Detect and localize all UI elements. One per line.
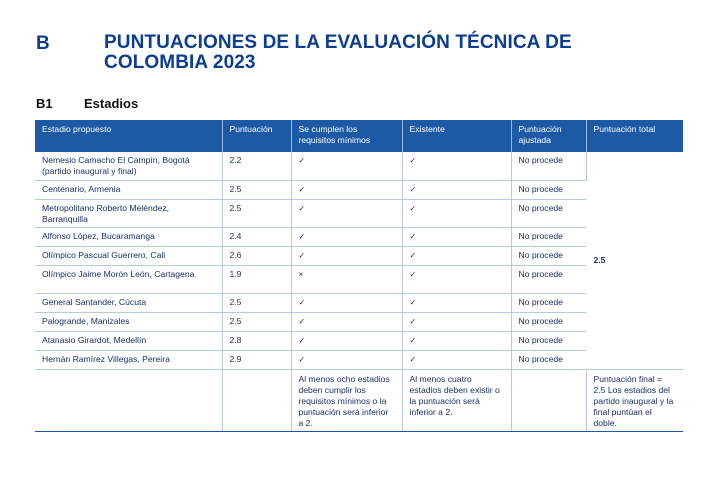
table-row	[35, 312, 683, 331]
existing-check: ✓	[402, 350, 511, 369]
column-header-adjusted: Puntuación ajustada	[511, 120, 586, 152]
existing-check: ✓	[402, 246, 511, 265]
requirements-check: ✓	[291, 199, 402, 227]
existing-check: ✓	[402, 265, 511, 293]
column-header-score: Puntuación	[222, 120, 291, 152]
requirements-check: ✓	[291, 293, 402, 312]
table-row	[35, 180, 683, 199]
page-title: PUNTUACIONES DE LA EVALUACIÓN TÉCNICA DE COLOMBIA 2023	[104, 32, 572, 73]
stadium-scores-table	[35, 120, 683, 432]
notes-empty-cell	[511, 369, 586, 431]
notes-empty-cell	[35, 369, 222, 431]
table-row	[35, 246, 683, 265]
existing-check: ✓	[402, 312, 511, 331]
existing-check: ✓	[402, 293, 511, 312]
table-row	[35, 265, 683, 293]
column-header-requirements: Se cumplen los requisitos mínimos	[291, 120, 402, 152]
requirements-check: ✓	[291, 152, 402, 180]
table-header-row	[35, 120, 683, 152]
stadium-score: 1.9	[222, 265, 291, 293]
stadium-name: Centenario, Armenia	[35, 180, 222, 199]
stadium-name: Atanasio Girardot, Medellín	[35, 331, 222, 350]
adjusted-score: No procede	[511, 227, 586, 246]
total-score: 2.5	[586, 152, 683, 369]
table-row	[35, 227, 683, 246]
requirements-note: Al menos ocho estadios deben cumplir los requisitos mínimos o la puntuación será inferior a 2.	[291, 369, 402, 431]
adjusted-score: No procede	[511, 265, 586, 293]
stadium-name: Palogrande, Manizales	[35, 312, 222, 331]
table-row	[35, 293, 683, 312]
total-note: Puntuación final = 2.5 Los estadios del partido inaugural y la final puntúan el doble.	[586, 369, 683, 431]
adjusted-score: No procede	[511, 331, 586, 350]
stadium-score: 2.6	[222, 246, 291, 265]
table-row	[35, 152, 683, 180]
existing-check: ✓	[402, 152, 511, 180]
adjusted-score: No procede	[511, 246, 586, 265]
adjusted-score: No procede	[511, 293, 586, 312]
stadium-name: Olímpico Jaime Morón León, Cartagena	[35, 265, 222, 293]
existing-note: Al menos cuatro estadios deben existir o la puntuación será inferior a 2.	[402, 369, 511, 431]
stadium-name: Metropolitano Roberto Meléndez, Barranquilla	[35, 199, 222, 227]
table-row	[35, 350, 683, 369]
stadium-score: 2.5	[222, 312, 291, 331]
requirements-check: ✓	[291, 246, 402, 265]
stadium-score: 2.8	[222, 331, 291, 350]
table-row	[35, 331, 683, 350]
requirements-check: ✓	[291, 331, 402, 350]
existing-check: ✓	[402, 227, 511, 246]
stadium-name: Hernán Ramírez Villegas, Pereira	[35, 350, 222, 369]
requirements-check: ✓	[291, 180, 402, 199]
adjusted-score: No procede	[511, 312, 586, 331]
stadium-score: 2.5	[222, 199, 291, 227]
existing-check: ✓	[402, 199, 511, 227]
section-letter: B	[36, 33, 50, 54]
requirements-check: ✓	[291, 312, 402, 331]
stadium-name: Olímpico Pascual Guerrero, Cali	[35, 246, 222, 265]
column-header-existing: Existente	[402, 120, 511, 152]
requirements-check: ✓	[291, 227, 402, 246]
column-header-total: Puntuación total	[586, 120, 683, 152]
existing-check: ✓	[402, 180, 511, 199]
existing-check: ✓	[402, 331, 511, 350]
stadium-score: 2.2	[222, 152, 291, 180]
requirements-check: ✓	[291, 350, 402, 369]
stadium-name: Nemesio Camacho El Campín, Bogotá (partido inaugural y final)	[35, 152, 222, 180]
adjusted-score: No procede	[511, 199, 586, 227]
column-header-stadium: Estadio propuesto	[35, 120, 222, 152]
adjusted-score: No procede	[511, 152, 586, 180]
subsection-number: B1	[36, 96, 53, 111]
notes-empty-cell	[222, 369, 291, 431]
stadium-score: 2.4	[222, 227, 291, 246]
table-row	[35, 199, 683, 227]
stadium-score: 2.5	[222, 293, 291, 312]
stadium-name: Alfonso López, Bucaramanga	[35, 227, 222, 246]
stadium-score: 2.9	[222, 350, 291, 369]
adjusted-score: No procede	[511, 180, 586, 199]
stadium-score: 2.5	[222, 180, 291, 199]
notes-row	[35, 369, 683, 431]
adjusted-score: No procede	[511, 350, 586, 369]
requirements-cross: ×	[291, 265, 402, 293]
stadium-name: General Santander, Cúcuta	[35, 293, 222, 312]
subsection-title: Estadios	[84, 96, 139, 111]
